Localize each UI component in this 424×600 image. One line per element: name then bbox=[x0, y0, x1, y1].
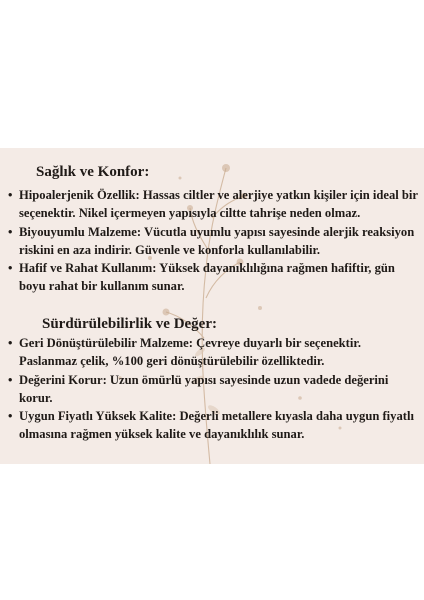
list-item bbox=[8, 407, 420, 444]
bullet-icon: • bbox=[8, 409, 13, 424]
list-item bbox=[8, 223, 420, 260]
list-item bbox=[8, 186, 420, 223]
bullet-icon: • bbox=[8, 372, 13, 387]
bullet-icon: • bbox=[8, 224, 13, 239]
bullet-list-health bbox=[8, 186, 420, 296]
list-item bbox=[8, 259, 420, 296]
list-item-text: Hafif ve Rahat Kullanım: Yüksek dayanıklılığına rağmen hafiftir, gün boyu rahat bir kullanım sunar. bbox=[19, 261, 395, 294]
list-item-text: Uygun Fiyatlı Yüksek Kalite: Değerli metallere kıyasla daha uygun fiyatlı olmasına rağmen yüksek kalite ve dayanıklılık sunar. bbox=[19, 409, 414, 442]
bullet-icon: • bbox=[8, 336, 13, 350]
bullet-icon: • bbox=[8, 188, 13, 202]
info-card bbox=[0, 148, 424, 464]
list-item-text: Biyouyumlu Malzeme: Vücutla uyumlu yapısı sayesinde alerjik reaksiyon riskini en aza indirir. Güvenle ve konforla kullanılabilir. bbox=[19, 224, 415, 257]
bullet-icon: • bbox=[8, 261, 13, 276]
bullet-list-sustainability bbox=[8, 334, 420, 444]
list-item-text: Hipoalerjenik Özellik: Hassas ciltler ve alerjiye yatkın kişiler için ideal bir seçenektir. Nikel içermeyen yapısıyla ciltte tahrişe neden olmaz. bbox=[19, 188, 418, 221]
section-heading-health: Sağlık ve Konfor: bbox=[36, 164, 150, 180]
list-item-text: Geri Dönüştürülebilir Malzeme: Çevreye duyarlı bir seçenektir. Paslanmaz çelik, %100 geri dönüştürülebilir özelliktedir. bbox=[19, 336, 361, 369]
list-item-text: Değerini Korur: Uzun ömürlü yapısı sayesinde uzun vadede değerini korur. bbox=[19, 372, 389, 405]
list-item bbox=[8, 334, 420, 371]
list-item bbox=[8, 371, 420, 408]
section-heading-sustainability: Sürdürülebilirlik ve Değer: bbox=[42, 316, 217, 332]
